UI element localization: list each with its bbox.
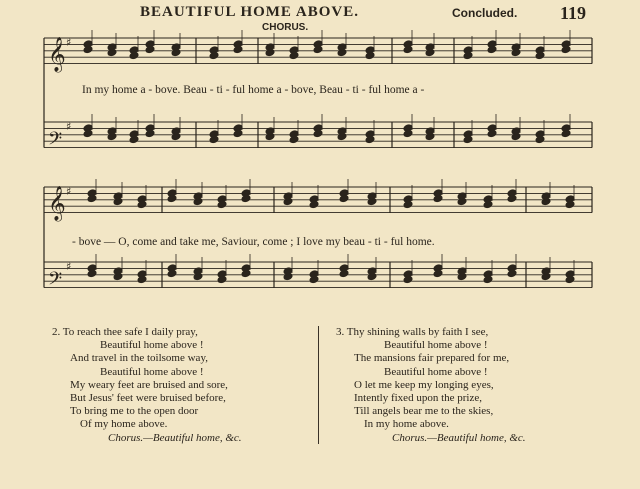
stanza-3-line: Beautiful home above ! [384, 339, 488, 352]
clefs [48, 36, 71, 294]
stanza-3-chorus-text: Chorus.—Beautiful home, &c. [392, 431, 526, 444]
sharp-icon: ♯ [66, 260, 72, 273]
stanza-2-line: My weary feet are bruised and sore, [70, 378, 228, 391]
stanza-3-line: Intently fixed upon the prize, [354, 392, 482, 405]
stanza-2-line: But Jesus' feet were bruised before, [70, 392, 226, 405]
stanza-3 [336, 326, 526, 445]
chorus-label: CHORUS. [262, 22, 309, 33]
treble-clef-icon: 𝄞 [48, 37, 66, 72]
stanza-2-chorus-text: Chorus.—Beautiful home, &c. [108, 431, 242, 444]
bass-clef-icon: 𝄢 [48, 129, 63, 154]
stanza-3-line: Till angels bear me to the skies, [354, 405, 494, 418]
concluded-note: Concluded. [452, 6, 518, 20]
column-divider [318, 326, 319, 444]
bass-clef-icon: 𝄢 [48, 269, 63, 294]
stanza-3-line: The mansions fair prepared for me, [354, 352, 510, 365]
lyric-line-2: - bove — O, come and take me, Saviour, come ; I love my beau - ti - ful home. [72, 236, 435, 248]
stanza-2-line: To bring me to the open door [70, 405, 199, 418]
stanza-3-line: O let me keep my longing eyes, [354, 378, 494, 391]
hymn-title: BEAUTIFUL HOME ABOVE. [140, 4, 359, 20]
stanza-3-line: 3. Thy shining walls by faith I see, [336, 326, 489, 338]
sharp-icon: ♯ [66, 120, 72, 133]
stanza-2 [52, 326, 242, 445]
stanza-3-chorus [336, 432, 526, 445]
stanza-3-line: Beautiful home above ! [384, 365, 488, 378]
sharp-icon: ♯ [66, 185, 72, 198]
staff-lines [44, 38, 592, 288]
stanza-2-line: Beautiful home above ! [100, 339, 204, 352]
bar-lines [44, 38, 592, 288]
page-number: 119 [560, 3, 587, 23]
stanza-3-line: In my home above. [364, 418, 449, 431]
sharp-icon: ♯ [66, 36, 72, 49]
lyric-line-1: In my home a - bove. Beau - ti - ful home a - bove, Beau - ti - ful home a - [82, 84, 425, 96]
stanza-2-line: And travel in the toilsome way, [70, 352, 208, 365]
stanza-2-line: 2. To reach thee safe I daily pray, [52, 326, 198, 338]
treble-clef-icon: 𝄞 [48, 186, 66, 221]
stanza-2-line: Beautiful home above ! [100, 365, 204, 378]
stanza-2-line: Of my home above. [80, 418, 168, 431]
stanza-2-chorus [52, 432, 242, 445]
